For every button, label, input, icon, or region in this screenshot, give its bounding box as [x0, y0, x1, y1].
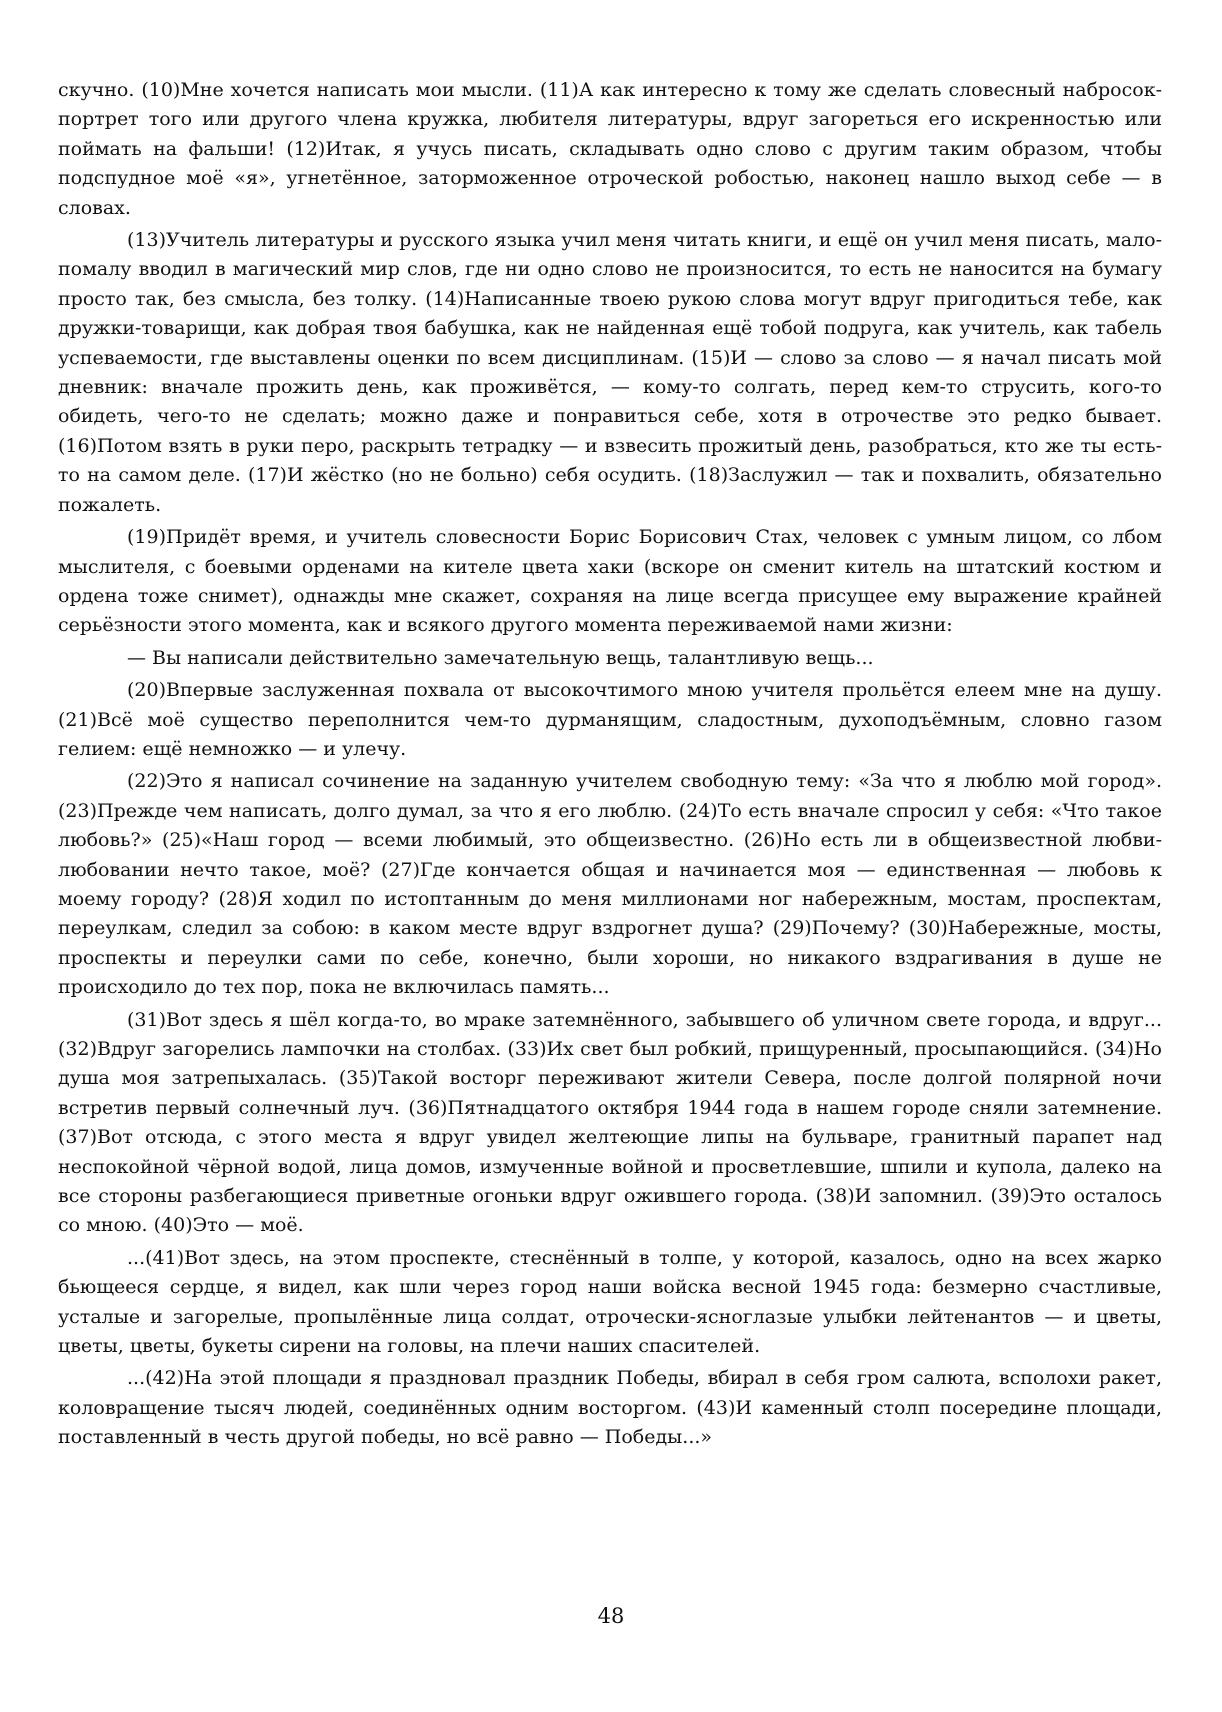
- paragraph-3: (19)Придёт время, и учитель словесности Борис Борисович Стах, человек с умным лицом, со лбом мыслителя, с боевыми орденами на кителе цвета хаки (вскоре он сменит китель на штатский костюм и ордена тоже снимет), однажды мне скажет, сохраняя на лице всегда присущее ему выражение крайней серьёзности этого момента, как и всякого другого момента переживаемой нами жизни:: [58, 526, 1162, 637]
- page-number: 48: [597, 1604, 625, 1628]
- paragraph-9: ...(42)На этой площади я праздновал праздник Победы, вбирал в себя гром салюта, всполохи ракет, коловращение тысяч людей, соединённых одним восторгом. (43)И каменный столп посередине площади, поставленный в честь другой победы, но всё равно — Победы...»: [58, 1367, 1162, 1449]
- paragraph-8: ...(41)Вот здесь, на этом проспекте, стеснённый в толпе, у которой, казалось, одно на всех жарко бьющееся сердце, я видел, как шли через город наши войска весной 1945 года: безмерно счастливые, усталые и загорелые, пропылённые лица солдат, отрочески-ясноглазые улыбки лейтенантов — и цветы, цветы, цветы, букеты сирени на головы, на плечи наших спасителей.: [58, 1246, 1162, 1358]
- paragraph-6: (22)Это я написал сочинение на заданную учителем свободную тему: «За что я люблю мой город». (23)Прежде чем написать, долго думал, за что я его люблю. (24)То есть вначале спросил у себя: «Что такое любовь?» (25)«Наш город — всеми любимый, это общеизвестно. (26)Но есть ли в общеизвестной любви-любовании нечто такое, моё? (27)Где кончается общая и начинается моя — единственная — любовь к моему городу? (28)Я ходил по истоптанным до меня миллионами ног набережным, мостам, проспектам, переулкам, следил за собою: в каком месте вдруг вздрогнет душа? (29)Почему? (30)Набережные, мосты, проспекты и переулки сами по себе, конечно, были хороши, но никакого вздрагивания в душе не происходило до тех пор, пока не включилась память...: [58, 770, 1162, 999]
- paragraph-1: скучно. (10)Мне хочется написать мои мысли. (11)А как интересно к тому же сделать словесный набросок-портрет того или другого члена кружка, любителя литературы, вдруг загореться его искренностью или поймать на фальши! (12)Итак, я учусь писать, складывать одно слово с другим таким образом, чтобы подспудное моё «я», угнетённое, заторможенное отроческой робостью, наконец нашло выход себе — в словах.: [58, 79, 1162, 219]
- paragraph-7: (31)Вот здесь я шёл когда-то, во мраке затемнённого, забывшего об уличном свете города, и вдруг... (32)Вдруг загорелись лампочки на столбах. (33)Их свет был робкий, прищуренный, просыпающийся. (34)Но душа моя затрепыхалась. (35)Такой восторг переживают жители Севера, после долгой полярной ночи встретив первый солнечный луч. (36)Пятнадцатого октября 1944 года в нашем городе сняли затемнение. (37)Вот отсюда, с этого места я вдруг увидел желтеющие липы на бульваре, гранитный парапет над неспокойной чёрной водой, лица домов, измученные войной и просветлевшие, шпили и купола, далеко на все стороны разбегающиеся приветные огоньки вдруг ожившего города. (38)И запомнил. (39)Это осталось со мною. (40)Это — моё.: [58, 1008, 1162, 1237]
- paragraph-2: (13)Учитель литературы и русского языка учил меня читать книги, и ещё он учил меня писать, мало-помалу вводил в магический мир слов, где ни одно слово не произносится, то есть не наносится на бумагу просто так, без смысла, без толку. (14)Написанные твоею рукою слова могут вдруг пригодиться тебе, как дружки-товарищи, как добрая твоя бабушка, как не найденная ещё тобой подруга, как учитель, как табель успеваемости, где выставлены оценки по всем дисциплинам. (15)И — слово за слово — я начал писать мой дневник: вначале прожить день, как проживётся, — кому-то солгать, перед кем-то струсить, кого-то обидеть, чего-то не сделать; можно даже и понравиться себе, хотя в отрочестве это редко бывает. (16)Потом взять в руки перо, раскрыть тетрадку — и взвесить прожитый день, разобраться, кто же ты есть-то на самом деле. (17)И жёстко (но не больно) себя осудить. (18)Заслужил — так и похвалить, обязательно пожалеть.: [58, 229, 1162, 516]
- paragraph-4: — Вы написали действительно замечательную вещь, талантливую вещь...: [127, 646, 874, 669]
- page-body: [58, 76, 1162, 1456]
- paragraph-5: (20)Впервые заслуженная похвала от высокочтимого мною учителя прольётся елеем мне на душу. (21)Всё моё существо переполнится чем-то дурманящим, сладостным, духоподъёмным, словно газом гелием: ещё немножко — и улечу.: [58, 679, 1162, 760]
